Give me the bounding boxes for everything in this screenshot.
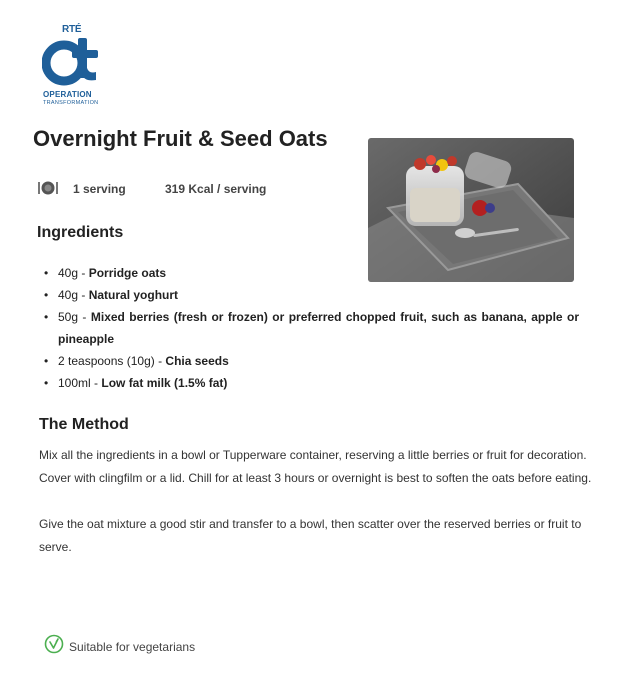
ingredient-name: Mixed berries (fresh or frozen) or preferred chopped fruit, such as banana, apple or pineapple — [58, 310, 580, 346]
ingredient-qty: 40g - — [58, 266, 89, 280]
method-paragraph: Give the oat mixture a good stir and transfer to a bowl, then scatter over the reserved berries or fruit to serve. — [39, 517, 582, 554]
ingredient-name: Chia seeds — [165, 354, 229, 368]
ingredient-name: Natural yoghurt — [88, 288, 179, 302]
list-item — [44, 350, 579, 372]
recipe-photo — [368, 138, 574, 282]
list-item — [44, 262, 579, 284]
method-heading: The Method — [39, 416, 129, 433]
recipe-title: Overnight Fruit & Seed Oats — [33, 126, 328, 151]
method-paragraph: Mix all the ingredients in a bowl or Tupperware container, reserving a little berries or fruit for decoration. Cover with clingfilm or a lid. Chill for at least 3 hours or overnight is best to soften the oats before eating. — [39, 448, 592, 485]
calories-text: 319 Kcal / serving — [165, 182, 267, 196]
list-item — [44, 284, 579, 306]
vegetarian-leaf-icon — [44, 634, 64, 654]
ingredients-list — [44, 262, 579, 394]
brand-logo[interactable] — [40, 24, 104, 108]
ingredient-qty: 100ml - — [58, 376, 102, 390]
list-item — [44, 306, 579, 350]
ingredient-name: Low fat milk (1.5% fat) — [101, 376, 228, 390]
ingredients-heading: Ingredients — [37, 224, 124, 241]
servings-text: 1 serving — [73, 182, 126, 196]
brand-name: OPERATION — [43, 90, 92, 99]
brand-subname: TRANSFORMATION — [43, 100, 99, 106]
plate-cutlery-icon — [37, 180, 59, 196]
list-item — [44, 372, 579, 394]
method-body — [39, 444, 611, 582]
ot-logo-mark — [42, 34, 102, 90]
brand-top-text: RTÉ — [62, 24, 82, 35]
ingredient-qty: 50g - — [58, 310, 91, 324]
overnight-oats-jar-photo — [368, 138, 574, 282]
ingredient-qty: 40g - — [58, 288, 89, 302]
vegetarian-label: Suitable for vegetarians — [69, 640, 196, 654]
ingredient-name: Porridge oats — [88, 266, 167, 280]
ingredient-qty: 2 teaspoons (10g) - — [58, 354, 166, 368]
